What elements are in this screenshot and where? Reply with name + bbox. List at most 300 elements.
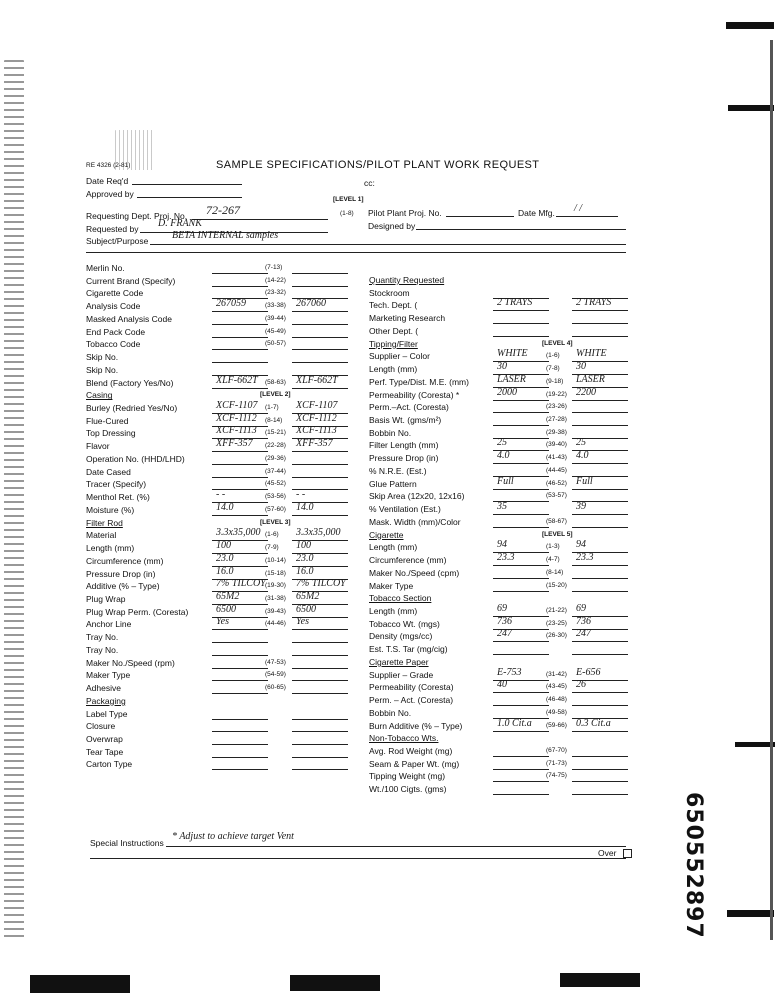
right-label: Tipping Weight (mg) — [369, 771, 446, 782]
scan-mark — [290, 975, 380, 991]
right-label: Other Dept. ( — [369, 325, 419, 336]
right-label: Cigarette Paper — [369, 656, 429, 667]
left-label: Top Dressing — [86, 428, 136, 439]
right-field-code: (46-48) — [546, 696, 567, 704]
right-label: Glue Pattern — [369, 478, 417, 489]
right-field-line — [493, 756, 549, 757]
right-field-line — [493, 514, 549, 515]
cc-label: cc: — [364, 178, 375, 188]
left-field-code: (45-52) — [265, 480, 286, 488]
left-label: Skip No. — [86, 352, 119, 363]
right-field-line — [572, 514, 628, 515]
left-field-line — [212, 719, 268, 720]
right-value-b: WHITE — [576, 348, 607, 360]
right-field-line — [572, 578, 628, 579]
right-value-a: E-753 — [497, 666, 522, 678]
right-field-line — [493, 705, 549, 706]
left-field-code: (15-21) — [265, 429, 286, 437]
right-label: Filter Length (mm) — [369, 440, 439, 451]
left-field-line — [212, 629, 268, 630]
left-field-code: (19-30) — [265, 582, 286, 590]
right-label: Length (mm) — [369, 605, 418, 616]
right-field-line — [493, 527, 549, 528]
approved-by-label: Approved by — [86, 189, 134, 199]
left-field-line — [212, 769, 268, 770]
left-label: Maker Type — [86, 670, 131, 681]
left-field-line — [212, 273, 268, 274]
left-label: Tobacco Code — [86, 339, 141, 350]
right-value-a: 2 TRAYS — [497, 297, 533, 309]
right-label: Pressure Drop (in) — [369, 453, 439, 464]
left-field-line — [212, 451, 268, 452]
right-field-line — [493, 565, 549, 566]
right-field-line — [572, 323, 628, 324]
right-value-b: E-656 — [576, 666, 601, 678]
right-value-b: Full — [576, 475, 593, 487]
left-value-b: Yes — [296, 616, 309, 628]
right-field-line — [493, 425, 549, 426]
right-value-a: LASER — [497, 373, 526, 385]
right-value-b: 736 — [576, 615, 591, 627]
right-field-code: [LEVEL 5] — [542, 530, 573, 538]
left-label: Plug Wrap — [86, 593, 126, 604]
right-value-b: 39 — [576, 501, 586, 513]
right-label: Tobacco Wt. (mgs) — [369, 618, 440, 629]
right-label: Supplier – Color — [369, 351, 430, 362]
left-field-line — [212, 477, 268, 478]
right-field-line — [572, 769, 628, 770]
left-field-line — [212, 349, 268, 350]
special-instructions-label: Special Instructions — [90, 838, 164, 848]
right-label: % Ventilation (Est.) — [369, 504, 441, 515]
right-field-code: (71-73) — [546, 759, 567, 767]
left-label: Pressure Drop (in) — [86, 568, 156, 579]
left-field-code: (39-43) — [265, 607, 286, 615]
right-field-code: (19-22) — [546, 390, 567, 398]
left-field-code: (22-28) — [265, 442, 286, 450]
left-label: Plug Wrap Perm. (Coresta) — [86, 606, 189, 617]
left-label: Tray No. — [86, 632, 119, 643]
right-field-code: (31-42) — [546, 670, 567, 678]
left-field-code: (53-56) — [265, 493, 286, 501]
left-value-b: 7% TILCOY — [296, 578, 346, 590]
right-label: Tipping/Filter — [369, 338, 418, 349]
right-label: Supplier – Grade — [369, 669, 434, 680]
right-field-line — [493, 591, 549, 592]
left-value-a: Yes — [216, 616, 229, 628]
left-label: Merlin No. — [86, 263, 125, 273]
right-label: Est. T.S. Tar (mg/cig) — [369, 644, 448, 655]
right-field-line — [493, 578, 549, 579]
left-field-line — [212, 311, 268, 312]
right-field-line — [493, 310, 549, 311]
left-field-line — [292, 464, 348, 465]
left-field-line — [292, 515, 348, 516]
right-field-line — [493, 769, 549, 770]
date-mfg-value: / / — [574, 203, 583, 214]
right-value-a: 247 — [497, 628, 512, 640]
left-field-code: (47-53) — [265, 658, 286, 666]
left-field-line — [212, 388, 268, 389]
right-field-line — [572, 463, 628, 464]
left-value-b: XFF-357 — [296, 438, 333, 450]
right-field-line — [572, 794, 628, 795]
left-field-line — [292, 719, 348, 720]
right-value-b: 0.3 Cit.a — [576, 717, 611, 729]
right-label: Burn Additive (% – Type) — [369, 720, 463, 731]
right-field-code: (9-18) — [546, 377, 564, 385]
left-value-b: 100 — [296, 540, 311, 552]
right-field-line — [493, 336, 549, 337]
right-value-a: 25 — [497, 437, 507, 449]
left-field-line — [292, 668, 348, 669]
left-label: Burley (Redried Yes/No) — [86, 403, 178, 414]
left-field-line — [212, 362, 268, 363]
left-field-code: (45-49) — [265, 327, 286, 335]
right-field-code: (46-52) — [546, 479, 567, 487]
right-field-code: [LEVEL 4] — [542, 339, 573, 347]
right-label: Avg. Rod Weight (mg) — [369, 746, 453, 756]
right-field-code: (39-40) — [546, 441, 567, 449]
right-field-line — [493, 323, 549, 324]
right-label: Maker No./Speed (cpm) — [369, 567, 460, 578]
left-value-b: 14.0 — [296, 501, 314, 513]
left-label: Menthol Ret. (%) — [86, 492, 150, 503]
right-label: % N.R.E. (Est.) — [369, 465, 427, 476]
left-value-a: XCF-1107 — [216, 400, 258, 412]
left-value-b: 6500 — [296, 603, 316, 615]
right-field-code: (49-58) — [546, 708, 567, 716]
right-field-line — [572, 489, 628, 490]
left-label: Packaging — [86, 695, 126, 706]
right-value-a: 35 — [497, 501, 507, 513]
requested-by-label: Requested by — [86, 224, 139, 234]
left-field-code: (37-44) — [265, 467, 286, 475]
left-field-line — [292, 477, 348, 478]
left-label: Moisture (%) — [86, 504, 135, 515]
right-label: Marketing Research — [369, 313, 446, 324]
left-field-line — [292, 642, 348, 643]
right-field-code: (59-66) — [546, 721, 567, 729]
right-field-line — [572, 731, 628, 732]
right-field-code: (1-6) — [546, 352, 560, 360]
requested-by-value: D. FRANK — [158, 218, 202, 229]
left-value-a: 3.3x35,000 — [216, 527, 261, 539]
left-field-code: (29-36) — [265, 454, 286, 462]
left-value-a: XCF-1113 — [216, 425, 257, 437]
left-value-a: 16.0 — [216, 565, 234, 577]
left-value-b: XLF-662T — [296, 374, 338, 386]
left-field-line — [292, 362, 348, 363]
right-field-line — [572, 654, 628, 655]
right-value-a: 1.0 Cit.a — [497, 717, 532, 729]
left-label: Material — [86, 530, 117, 541]
right-field-line — [572, 425, 628, 426]
left-field-code: (7-13) — [265, 264, 283, 271]
right-value-b: 26 — [576, 679, 586, 691]
right-field-code: (26-30) — [546, 632, 567, 640]
left-field-code: (31-38) — [265, 594, 286, 602]
left-field-code: [LEVEL 3] — [260, 518, 291, 526]
left-field-code: (8-14) — [265, 416, 283, 424]
designed-by-label: Designed by — [368, 221, 416, 231]
right-field-line — [493, 400, 549, 401]
left-field-line — [212, 337, 268, 338]
left-field-code: (1-6) — [265, 531, 279, 539]
right-label: Wt./100 Cigts. (gms) — [369, 784, 447, 795]
left-field-code: (57-60) — [265, 505, 286, 513]
scan-speckle — [4, 60, 24, 940]
left-label: Closure — [86, 721, 116, 732]
left-field-line — [292, 731, 348, 732]
right-label: Basis Wt. (gms/m²) — [369, 415, 442, 426]
left-field-code: (10-14) — [265, 556, 286, 564]
form-title: SAMPLE SPECIFICATIONS/PILOT PLANT WORK REQUEST — [216, 159, 540, 171]
right-label: Perf. Type/Dist. M.E. (mm) — [369, 376, 469, 387]
left-value-a: 267059 — [216, 298, 246, 310]
left-field-code: (60-65) — [265, 684, 286, 692]
left-field-line — [292, 273, 348, 274]
over-checkbox[interactable] — [623, 849, 632, 858]
left-field-line — [292, 680, 348, 681]
right-field-code: (27-28) — [546, 416, 567, 424]
level1-code: (1-8) — [340, 210, 354, 217]
left-value-b: XCF-1113 — [296, 425, 337, 437]
left-field-line — [292, 757, 348, 758]
pilot-proj-label: Pilot Plant Proj. No. — [368, 208, 442, 218]
right-value-b: 94 — [576, 539, 586, 551]
right-value-a: 23.3 — [497, 552, 515, 564]
left-label: Operation No. (HHD/LHD) — [86, 453, 185, 464]
left-value-b: XCF-1107 — [296, 400, 338, 412]
right-field-line — [493, 412, 549, 413]
left-field-code: (14-22) — [265, 276, 286, 284]
left-label: Date Cased — [86, 466, 131, 477]
left-value-a: 6500 — [216, 603, 236, 615]
req-dept-value: 72-267 — [206, 203, 240, 217]
right-value-a: 736 — [497, 615, 512, 627]
left-label: Tracer (Specify) — [86, 479, 147, 490]
left-label: Masked Analysis Code — [86, 313, 172, 324]
right-label: Skip Area (12x20, 12x16) — [369, 491, 465, 502]
left-field-line — [212, 286, 268, 287]
left-label: Additive (% – Type) — [86, 581, 160, 592]
left-field-code: (15-18) — [265, 569, 286, 577]
right-label: Quantity Requested — [369, 275, 445, 285]
left-value-a: 23.0 — [216, 552, 234, 564]
right-field-line — [572, 756, 628, 757]
right-field-code: (21-22) — [546, 606, 567, 614]
left-value-b: XCF-1112 — [296, 412, 337, 424]
left-label: Label Type — [86, 708, 128, 719]
left-field-line — [212, 680, 268, 681]
left-field-code: (54-59) — [265, 671, 286, 679]
right-label: Permeability (Coresta) * — [369, 389, 460, 400]
right-field-line — [493, 731, 549, 732]
left-value-a: - - — [216, 489, 226, 501]
left-field-line — [212, 324, 268, 325]
left-field-code: (33-38) — [265, 302, 286, 310]
left-label: Blend (Factory Yes/No) — [86, 377, 174, 388]
req-dept-label: Requesting Dept. Proj. No. — [86, 211, 188, 221]
left-field-line — [292, 744, 348, 745]
right-value-a: 94 — [497, 539, 507, 551]
left-field-line — [212, 515, 268, 516]
right-label: Seam & Paper Wt. (mg) — [369, 758, 460, 769]
right-field-code: (29-38) — [546, 428, 567, 436]
left-field-line — [212, 731, 268, 732]
right-field-code: (44-45) — [546, 466, 567, 474]
left-field-code: (50-57) — [265, 340, 286, 348]
left-value-b: 16.0 — [296, 565, 314, 577]
scan-mark — [735, 742, 775, 747]
right-label: Cigarette — [369, 529, 404, 540]
left-label: Filter Rod — [86, 517, 123, 528]
right-value-b: 247 — [576, 628, 591, 640]
left-field-code: (58-63) — [265, 378, 286, 386]
right-value-a: Full — [497, 475, 514, 487]
left-field-line — [292, 693, 348, 694]
left-field-line — [212, 668, 268, 669]
right-field-line — [572, 591, 628, 592]
right-field-line — [572, 412, 628, 413]
right-label: Maker Type — [369, 580, 414, 591]
left-value-a: XLF-662T — [216, 374, 258, 386]
left-value-a: 65M2 — [216, 590, 240, 602]
right-field-code: (23-26) — [546, 403, 567, 411]
right-value-b: LASER — [576, 373, 605, 385]
right-value-a: 69 — [497, 602, 507, 614]
right-field-line — [493, 654, 549, 655]
left-value-b: 267060 — [296, 298, 326, 310]
left-value-b: 65M2 — [296, 590, 320, 602]
right-label: Permeability (Coresta) — [369, 682, 454, 693]
scan-mark — [770, 40, 773, 940]
right-value-b: 23.3 — [576, 552, 594, 564]
left-field-line — [292, 337, 348, 338]
left-field-code: (39-44) — [265, 314, 286, 322]
right-label: Bobbin No. — [369, 707, 412, 718]
left-value-a: XCF-1112 — [216, 412, 257, 424]
right-field-line — [572, 641, 628, 642]
right-field-line — [493, 641, 549, 642]
left-field-line — [292, 769, 348, 770]
left-label: Skip No. — [86, 364, 119, 375]
subject-label: Subject/Purpose — [86, 236, 149, 246]
left-label: Flavor — [86, 441, 110, 452]
right-label: Stockroom — [369, 287, 410, 298]
left-field-line — [212, 757, 268, 758]
right-field-code: (15-20) — [546, 581, 567, 589]
left-field-line — [212, 642, 268, 643]
left-label: Tray No. — [86, 644, 119, 655]
left-value-a: 14.0 — [216, 501, 234, 513]
right-label: Circumference (mm) — [369, 555, 447, 566]
right-value-b: 2 TRAYS — [576, 297, 612, 309]
left-label: Flue-Cured — [86, 415, 129, 426]
right-field-line — [572, 565, 628, 566]
right-label: Length (mm) — [369, 364, 418, 375]
right-value-b: 25 — [576, 437, 586, 449]
left-value-a: 100 — [216, 540, 231, 552]
over-label: Over — [598, 848, 617, 858]
right-value-a: WHITE — [497, 348, 528, 360]
right-value-a: 40 — [497, 679, 507, 691]
left-field-line — [212, 693, 268, 694]
right-label: Perm. – Act. (Coresta) — [369, 695, 454, 706]
right-field-line — [572, 705, 628, 706]
right-field-line — [572, 781, 628, 782]
left-field-line — [212, 655, 268, 656]
side-document-number: 650552897 — [681, 792, 706, 939]
right-label: Length (mm) — [369, 542, 418, 553]
right-value-b: 30 — [576, 361, 586, 373]
right-value-a: 4.0 — [497, 450, 510, 462]
right-value-b: 4.0 — [576, 450, 589, 462]
left-field-line — [292, 286, 348, 287]
right-field-line — [572, 310, 628, 311]
left-value-b: - - — [296, 489, 306, 501]
right-field-line — [572, 336, 628, 337]
left-label: Casing — [86, 390, 113, 401]
right-field-code: (4-7) — [546, 556, 560, 564]
date-mfg-label: Date Mfg. — [518, 208, 555, 218]
right-field-line — [572, 527, 628, 528]
right-field-code: (58-67) — [546, 517, 567, 525]
right-field-line — [493, 781, 549, 782]
scan-mark — [726, 22, 774, 29]
right-field-code: (53-57) — [546, 492, 567, 500]
right-field-code: (8-14) — [546, 568, 564, 576]
left-label: Anchor Line — [86, 619, 132, 630]
special-instructions-value: * Adjust to achieve target Vent — [172, 831, 294, 842]
right-field-line — [493, 794, 549, 795]
level1-label: [LEVEL 1] — [333, 196, 364, 203]
scan-mark — [560, 973, 640, 987]
left-label: Circumference (mm) — [86, 555, 164, 566]
left-label: Adhesive — [86, 683, 121, 694]
date-req-label: Date Req'd — [86, 176, 129, 186]
right-field-code: (41-43) — [546, 454, 567, 462]
left-label: Carton Type — [86, 759, 133, 770]
right-label: Perm.–Act. (Coresta) — [369, 402, 449, 413]
right-field-code: (7-8) — [546, 365, 560, 373]
left-field-line — [292, 451, 348, 452]
left-field-line — [292, 324, 348, 325]
right-field-line — [493, 489, 549, 490]
left-label: Tear Tape — [86, 746, 124, 757]
right-value-b: 2200 — [576, 386, 596, 398]
left-field-line — [212, 744, 268, 745]
left-label: Length (mm) — [86, 543, 135, 554]
scan-mark — [728, 105, 774, 111]
right-field-code: (43-45) — [546, 683, 567, 691]
right-value-a: 30 — [497, 361, 507, 373]
left-value-b: 23.0 — [296, 552, 314, 564]
right-value-b: 69 — [576, 602, 586, 614]
left-field-line — [292, 629, 348, 630]
left-field-line — [292, 349, 348, 350]
right-field-code: (67-70) — [546, 747, 567, 754]
left-value-a: 7% TILCOY — [216, 578, 266, 590]
scan-mark — [30, 975, 130, 993]
left-field-code: (44-46) — [265, 620, 286, 628]
right-label: Tobacco Section — [369, 593, 432, 604]
form-number: RE 4326 (2-81) — [86, 162, 131, 169]
left-field-code: [LEVEL 2] — [260, 391, 291, 399]
right-label: Tech. Dept. ( — [369, 300, 418, 311]
left-label: Maker No./Speed (rpm) — [86, 657, 175, 668]
